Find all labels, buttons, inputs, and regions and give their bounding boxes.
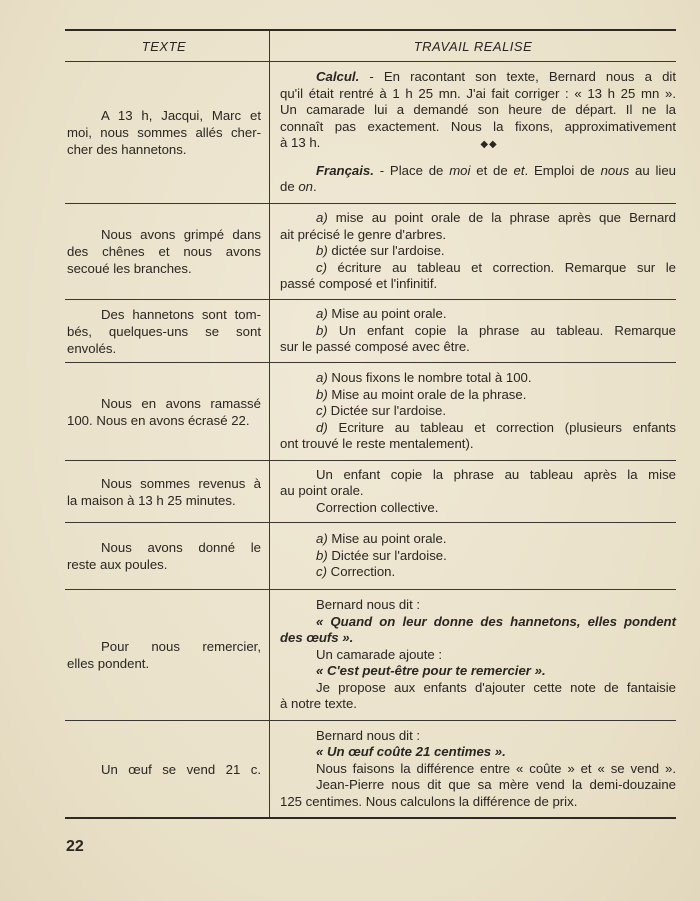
texte-paragraph	[67, 539, 261, 573]
texte-line: 100. Nous en avons écrasé 22.	[67, 412, 250, 428]
travail-line: b) dictée sur l'ardoise.	[316, 243, 445, 259]
texte-paragraph	[67, 306, 261, 357]
travail-line: c) écriture au tableau et correction. Remarque sur le	[316, 259, 676, 275]
travail-cell	[270, 62, 676, 203]
header-cell-texte	[65, 31, 270, 61]
travail-line: Correction collective.	[316, 499, 439, 515]
quote-line: « C'est peut-être pour te remercier ».	[316, 663, 546, 679]
travail-line: Un camarade ajoute :	[316, 646, 443, 662]
table-row	[65, 362, 676, 460]
texte-line: cher des hannetons.	[67, 142, 187, 157]
texte-cell	[65, 523, 270, 589]
texte-line: envolés.	[67, 340, 117, 356]
texte-line: des chênes et nous avons	[67, 244, 261, 259]
texte-line: bés, quelques-uns se sont	[67, 323, 261, 339]
texte-line: secoué les branches.	[67, 261, 192, 276]
travail-line: d) Ecriture au tableau et correction (plusieurs enfants	[316, 419, 676, 435]
texte-cell	[65, 300, 270, 362]
travail-line: passé composé et l'infinitif.	[280, 276, 438, 292]
travail-line: à 13 h. ◆◆	[280, 135, 498, 151]
texte-paragraph	[67, 761, 261, 778]
travail-cell	[270, 204, 676, 299]
texte-paragraph	[67, 226, 261, 277]
texte-line: moi, nous sommes allés cher-	[67, 125, 261, 140]
quote-line: « Quand on leur donne des hannetons, elles pondent	[316, 613, 676, 629]
texte-line: Nous en avons ramassé	[101, 395, 261, 411]
texte-cell	[65, 363, 270, 460]
travail-line: c) Dictée sur l'ardoise.	[316, 403, 447, 419]
travail-line: a) mise au point orale de la phrase après que Bernard	[316, 210, 676, 226]
texte-line: Un œuf se vend 21 c.	[101, 761, 261, 777]
travail-line: Jean-Pierre nous dit que sa mère vend la demi-douzaine	[316, 777, 676, 793]
texte-line: A 13 h, Jacqui, Marc et	[101, 108, 261, 123]
travail-line: a) Nous fixons le nombre total à 100.	[316, 370, 532, 386]
travail-line: ait précisé le genre d'arbres.	[280, 226, 446, 242]
travail-line: de on.	[280, 179, 317, 195]
travail-line: b) Un enfant copie la phrase au tableau. Remarque	[316, 322, 676, 338]
texte-cell	[65, 461, 270, 522]
travail-cell	[270, 590, 676, 720]
page-number: 22	[66, 838, 84, 855]
travail-line: Un camarade lui a demandé son heure de départ. Il ne la	[280, 102, 676, 118]
texte-line: Nous avons donné le	[101, 540, 261, 555]
travail-cell	[270, 300, 676, 362]
travail-cell	[270, 523, 676, 589]
texte-line: Pour nous remercier,	[101, 639, 261, 654]
diamond-separator: ◆◆	[480, 139, 498, 151]
travail-line: b) Dictée sur l'ardoise.	[316, 547, 447, 563]
texte-paragraph	[67, 638, 261, 672]
travail-line: Français. - Place de moi et de et. Emploi de nous au lieu	[316, 162, 676, 178]
texte-paragraph	[67, 107, 261, 158]
travail-line: Nous faisons la différence entre « coûte » et « se vend ».	[316, 760, 676, 776]
table-row	[65, 720, 676, 817]
texte-cell	[65, 62, 270, 203]
table-row	[65, 589, 676, 720]
travail-line: à notre texte.	[280, 696, 357, 712]
texte-line: Nous sommes revenus à	[101, 475, 261, 491]
table-row	[65, 61, 676, 203]
travail-line: connaît pas exactement. Nous la fixons, approximativement	[280, 118, 676, 134]
texte-line: la maison à 13 h 25 minutes.	[67, 492, 236, 508]
table-header	[65, 31, 676, 61]
travail-line: a) Mise au point orale.	[316, 531, 447, 547]
travail-line: qu'il était rentré à 1 h 25 mn. J'ai fait corriger : « 13 h 25 mn ».	[280, 85, 676, 101]
quote-line: des œufs ».	[280, 630, 354, 646]
table-row	[65, 299, 676, 362]
table-row	[65, 203, 676, 299]
travail-line: 125 centimes. Nous calculons la différence de prix.	[280, 793, 578, 809]
table-row	[65, 460, 676, 522]
header-texte: TEXTE	[141, 38, 187, 54]
texte-line: elles pondent.	[67, 656, 150, 671]
travail-cell	[270, 721, 676, 817]
texte-line: Nous avons grimpé dans	[101, 227, 261, 242]
travail-line: Calcul. - En racontant son texte, Bernard nous a dit	[316, 69, 676, 85]
travail-line: Bernard nous dit :	[316, 597, 421, 613]
travail-line: sur le passé composé avec être.	[280, 339, 470, 355]
header-cell-travail	[270, 31, 676, 61]
travail-line: Bernard nous dit :	[316, 727, 421, 743]
travail-cell	[270, 461, 676, 522]
lesson-table	[65, 29, 676, 819]
header-travail-realise: TRAVAIL REALISE	[413, 38, 533, 54]
texte-paragraph	[67, 395, 261, 429]
texte-line: reste aux poules.	[67, 557, 168, 572]
travail-line: Un enfant copie la phrase au tableau après la mise	[316, 466, 676, 482]
travail-line: a) Mise au point orale.	[316, 306, 447, 322]
travail-line: Je propose aux enfants d'ajouter cette note de fantaisie	[316, 679, 676, 695]
texte-cell	[65, 590, 270, 720]
travail-line: ont trouvé le reste mentalement).	[280, 436, 474, 452]
travail-line: c) Correction.	[316, 564, 396, 580]
quote-line: « Un œuf coûte 21 centimes ».	[316, 744, 506, 760]
travail-line: b) Mise au moint orale de la phrase.	[316, 386, 527, 402]
texte-paragraph	[67, 475, 261, 509]
texte-cell	[65, 721, 270, 817]
texte-line: Des hannetons sont tom-	[101, 306, 261, 322]
travail-cell	[270, 363, 676, 460]
table-row	[65, 522, 676, 589]
texte-cell	[65, 204, 270, 299]
travail-line: au point orale.	[280, 483, 364, 499]
